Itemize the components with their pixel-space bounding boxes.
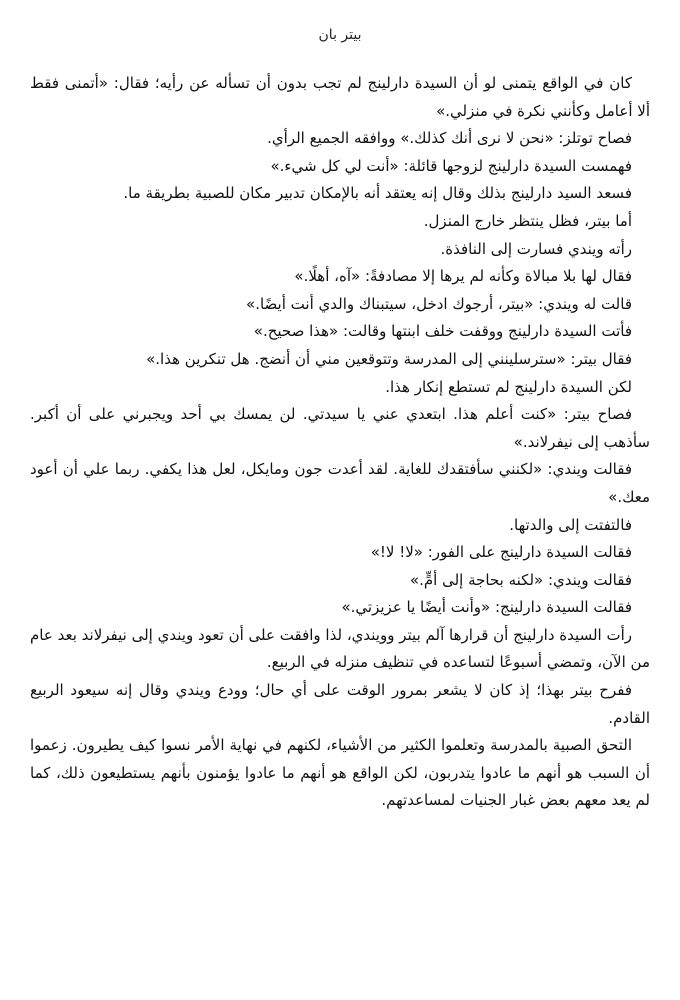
paragraph: أما بيتر، فظل ينتظر خارج المنزل. (423, 211, 632, 230)
paragraph: رأت السيدة دارلينج أن قرارها آلم بيتر وويندي، لذا وافقت على أن تعود ويندي إلى نيفرلاند بعد عام من الآن، وتمضي أسبوعًا لتساعده في تنظيف منزله في الربيع. (30, 625, 650, 672)
paragraph: فقالت السيدة دارلينج: «وأنت أيضًا يا عزيزتي.» (341, 598, 632, 617)
body-text (30, 70, 650, 815)
paragraph: ففرح بيتر بهذا؛ إذ كان لا يشعر بمرور الوقت على أي حال؛ وودع ويندي وقال إنه سيعود الربيع القادم. (30, 681, 650, 727)
paragraph: قالت له ويندي: «بيتر، أرجوك ادخل، سيتبناك والدي أنت أيضًا.» (246, 294, 632, 313)
running-header: بيتر بان (318, 27, 362, 43)
paragraph: فسعد السيد دارلينج بذلك وقال إنه يعتقد أنه بالإمكان تدبير مكان للصبية بطريقة ما. (123, 184, 632, 203)
paragraph: فقالت السيدة دارلينج على الفور: «لا! لا!» (370, 543, 632, 562)
paragraph: فصاح بيتر: «كنت أعلم هذا. ابتعدي عني يا سيدتي. لن يمسك بي أحد ويجبرني على أن أكبر. سأذهب إلى نيفرلاند.» (30, 405, 650, 451)
paragraph: لكن السيدة دارلينج لم تستطع إنكار هذا. (385, 377, 632, 396)
paragraph: فقال بيتر: «سترسلينني إلى المدرسة وتتوقعين مني أن أنضج. هل تنكرين هذا.» (146, 349, 632, 368)
paragraph: فالتفتت إلى والدتها. (509, 515, 632, 534)
paragraph: فهمست السيدة دارلينج لزوجها قائلة: «أنت لي كل شيء.» (270, 156, 632, 175)
paragraph: رأته ويندي فسارت إلى النافذة. (440, 239, 632, 258)
paragraph: فأتت السيدة دارلينج ووقفت خلف ابنتها وقالت: «هذا صحيح.» (253, 322, 632, 341)
paragraph: التحق الصبية بالمدرسة وتعلموا الكثير من الأشياء، لكنهم في نهاية الأمر نسوا كيف يطيرون. زعموا أن السبب هو أنهم ما عادوا يتدربون، لكن الواقع هو أنهم ما عادوا يؤمنون بأنهم يستطيعون ذلك، كما لم يعد معهم بعض غبار الجنيات لمساعدتهم. (30, 736, 650, 810)
paragraph: كان في الواقع يتمنى لو أن السيدة دارلينج لم تجب بدون أن تسأله عن رأيه؛ فقال: «أتمنى فقط ألا أعامل وكأنني نكرة في منزلي.» (30, 74, 650, 120)
paragraph: فقالت ويندي: «لكنه بحاجة إلى أمٍّ.» (409, 570, 632, 589)
paragraph: فصاح توتلز: «نحن لا نرى أنك كذلك.» ووافقه الجميع الرأي. (267, 129, 632, 148)
paragraph: فقال لها بلا مبالاة وكأنه لم يرها إلا مصادفةً: «آه، أهلًا.» (294, 267, 632, 286)
paragraph: فقالت ويندي: «لكنني سأفتقدك للغاية. لقد أعدت جون ومايكل، لعل هذا يكفي. ربما علي أن أعود معك.» (30, 460, 650, 506)
